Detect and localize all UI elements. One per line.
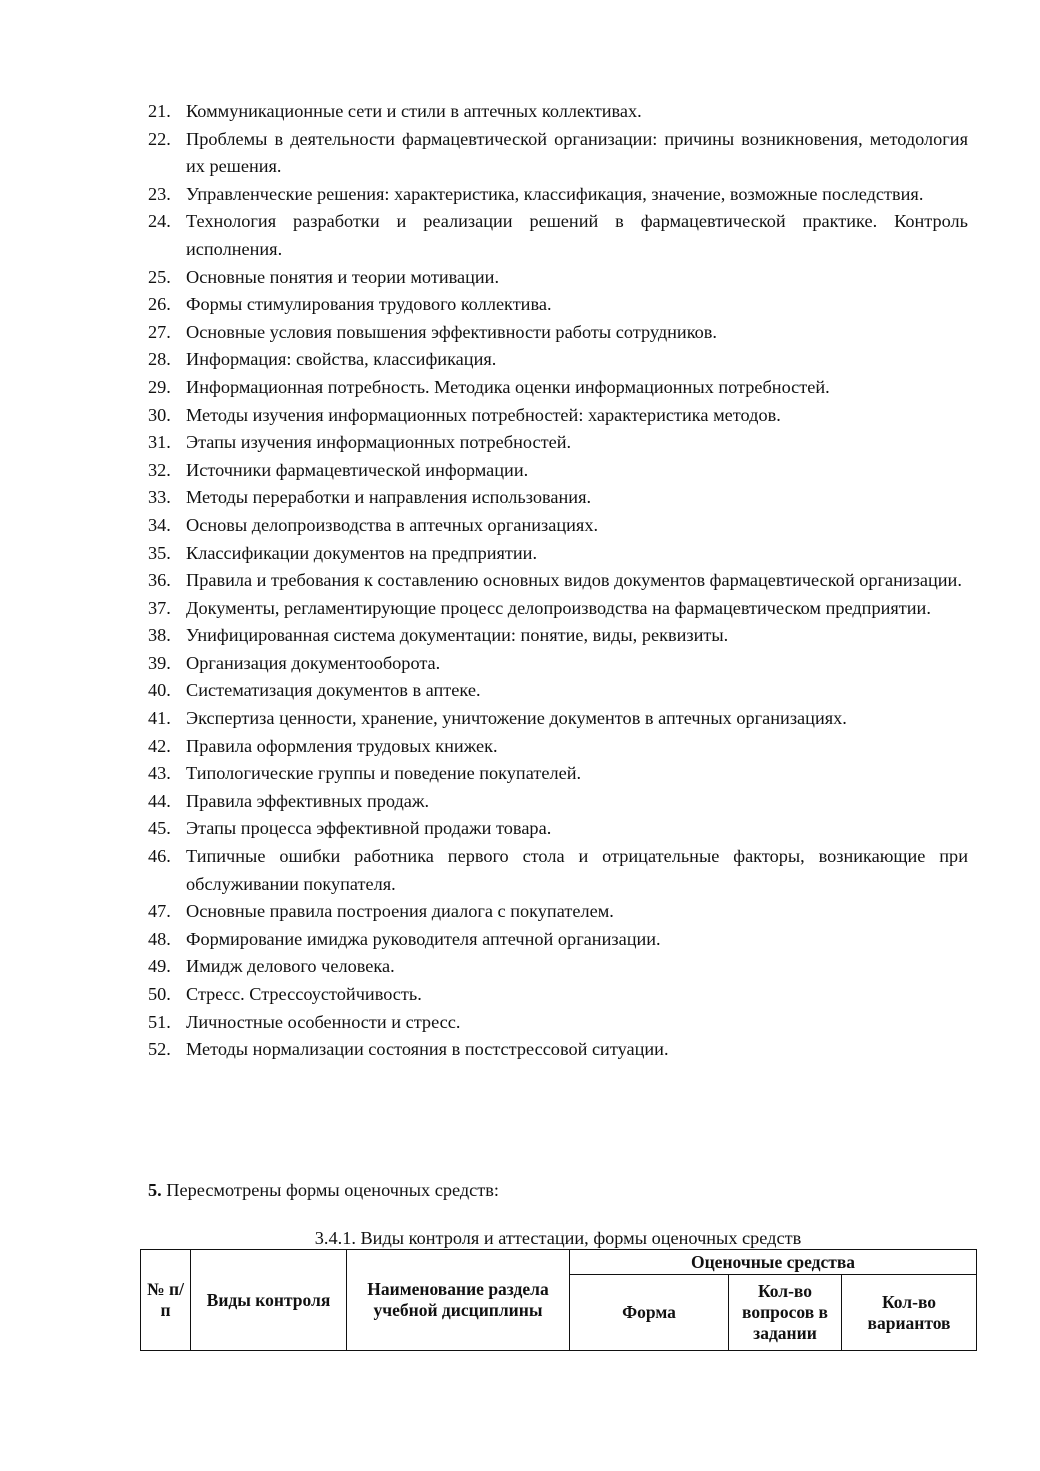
header-control-type: Виды контроля	[191, 1250, 347, 1351]
list-item-text: Типологические группы и поведение покупателей.	[186, 763, 582, 784]
list-item-text: Этапы изучения информационных потребностей.	[186, 432, 572, 453]
header-assessment-group: Оценочные средства	[570, 1250, 977, 1275]
list-item-number: 46.	[148, 846, 171, 867]
header-section-name: Наименование раздела учебной дисциплины	[347, 1250, 570, 1351]
list-item-number: 48.	[148, 928, 171, 949]
table-header-row	[141, 1250, 977, 1275]
list-item-text: Методы нормализации состояния в постстрессовой ситуации.	[186, 1039, 669, 1060]
list-item	[148, 788, 968, 816]
list-item-number: 33.	[148, 487, 171, 508]
list-item-number: 39.	[148, 652, 171, 673]
list-item	[148, 457, 968, 485]
list-item-text: Систематизация документов в аптеке.	[186, 680, 481, 701]
list-item-number: 52.	[148, 1039, 171, 1060]
list-item	[148, 98, 968, 126]
list-item-number: 30.	[148, 404, 171, 425]
list-item-text: Организация документооборота.	[186, 652, 441, 673]
list-item-text: Методы изучения информационных потребностей: характеристика методов.	[186, 404, 781, 425]
list-item-text: Коммуникационные сети и стили в аптечных коллективах.	[186, 101, 642, 121]
list-item-text: Личностные особенности и стресс.	[186, 1011, 461, 1032]
list-item-number: 25.	[148, 266, 171, 287]
list-item	[148, 181, 968, 209]
list-item-text: Экспертиза ценности, хранение, уничтожение документов в аптечных организациях.	[186, 708, 847, 729]
list-item	[148, 319, 968, 347]
list-item	[148, 429, 968, 457]
list-item-text: Этапы процесса эффективной продажи товара.	[186, 818, 552, 839]
list-item	[148, 595, 968, 623]
section-heading	[148, 1177, 499, 1205]
section-text: Пересмотрены формы оценочных средств:	[161, 1180, 499, 1200]
list-item-number: 37.	[148, 597, 171, 618]
list-item-text: Управленческие решения: характеристика, классификация, значение, возможные последствия.	[186, 183, 924, 204]
list-item-text: Источники фармацевтической информации.	[186, 459, 529, 480]
list-item-number: 23.	[148, 183, 171, 204]
list-item-number: 34.	[148, 514, 171, 535]
list-item-text: Информационная потребность. Методика оценки информационных потребностей.	[186, 376, 830, 397]
list-item	[148, 126, 968, 181]
list-item-text: Технология разработки и реализации решений в фармацевтической практике. Контроль исполнения.	[186, 211, 968, 259]
header-questions-count: Кол-во вопросов в задании	[729, 1275, 842, 1351]
list-item-number: 36.	[148, 570, 171, 591]
list-item-text: Стресс. Стрессоустойчивость.	[186, 984, 422, 1004]
list-item-number: 22.	[148, 128, 171, 149]
section-number: 5.	[148, 1180, 162, 1200]
list-item	[148, 484, 968, 512]
list-item-text: Формирование имиджа руководителя аптечной организации.	[186, 928, 661, 949]
list-item-number: 32.	[148, 459, 171, 480]
header-variants-count: Кол-во вариантов	[842, 1275, 977, 1351]
list-item	[148, 953, 968, 981]
list-item-number: 41.	[148, 708, 171, 729]
list-item-text: Основные понятия и теории мотивации.	[186, 266, 500, 287]
list-item-text: Основные правила построения диалога с покупателем.	[186, 901, 614, 922]
list-item-text: Унифицированная система документации: понятие, виды, реквизиты.	[186, 625, 729, 646]
list-item-text: Правила и требования к составлению основных видов документов фармацевтической организации.	[186, 570, 962, 591]
list-item	[148, 346, 968, 374]
list-item-number: 29.	[148, 376, 171, 397]
list-item	[148, 815, 968, 843]
list-item-text: Проблемы в деятельности фармацевтической организации: причины возникновения, методология их решения.	[186, 128, 968, 177]
list-item	[148, 402, 968, 430]
list-item-text: Формы стимулирования трудового коллектива.	[186, 294, 552, 315]
list-item-number: 35.	[148, 542, 171, 563]
list-item-number: 40.	[148, 680, 171, 701]
topic-list	[148, 98, 968, 1064]
list-item-number: 45.	[148, 818, 171, 839]
list-item-number: 31.	[148, 432, 171, 453]
list-item-text: Документы, регламентирующие процесс делопроизводства на фармацевтическом предприятии.	[186, 597, 931, 618]
list-item-number: 38.	[148, 625, 171, 646]
list-item	[148, 650, 968, 678]
list-item-number: 51.	[148, 1011, 171, 1032]
list-item	[148, 540, 968, 568]
list-item-number: 42.	[148, 735, 171, 756]
list-item	[148, 512, 968, 540]
assessment-table	[140, 1249, 977, 1351]
list-item-number: 27.	[148, 321, 171, 342]
list-item	[148, 567, 968, 595]
list-item-number: 43.	[148, 763, 171, 784]
list-item-text: Типичные ошибки работника первого стола и отрицательные факторы, возникающие при обслуживании покупателя.	[186, 846, 968, 894]
header-form: Форма	[570, 1275, 729, 1351]
list-item-number: 47.	[148, 901, 171, 922]
list-item-number: 44.	[148, 790, 171, 811]
list-item	[148, 374, 968, 402]
list-item-number: 21.	[148, 101, 171, 121]
list-item-text: Методы переработки и направления использования.	[186, 487, 592, 508]
list-item	[148, 981, 968, 1009]
list-item-text: Имидж делового человека.	[186, 956, 395, 977]
list-item	[148, 843, 968, 898]
list-item	[148, 622, 968, 650]
list-item-number: 49.	[148, 956, 171, 977]
list-item-number: 26.	[148, 294, 171, 315]
list-item	[148, 1009, 968, 1037]
list-item	[148, 733, 968, 761]
list-item	[148, 898, 968, 926]
list-item	[148, 705, 968, 733]
list-item-text: Правила эффективных продаж.	[186, 790, 430, 811]
table-caption: 3.4.1. Виды контроля и аттестации, формы оценочных средств	[314, 1228, 802, 1248]
list-item-number: 24.	[148, 211, 171, 232]
list-item-text: Классификации документов на предприятии.	[186, 542, 538, 563]
list-item-text: Основные условия повышения эффективности работы сотрудников.	[186, 321, 718, 342]
list-item-text: Правила оформления трудовых книжек.	[186, 735, 498, 756]
list-item	[148, 760, 968, 788]
list-item	[148, 677, 968, 705]
header-num: № п/п	[141, 1250, 191, 1351]
list-item	[148, 291, 968, 319]
list-item	[148, 926, 968, 954]
list-item-number: 28.	[148, 349, 171, 370]
list-item-number: 50.	[148, 984, 171, 1004]
list-item	[148, 208, 968, 263]
list-item-text: Информация: свойства, классификация.	[186, 349, 497, 370]
list-item	[148, 1036, 968, 1064]
list-item	[148, 264, 968, 292]
list-item-text: Основы делопроизводства в аптечных организациях.	[186, 514, 599, 535]
